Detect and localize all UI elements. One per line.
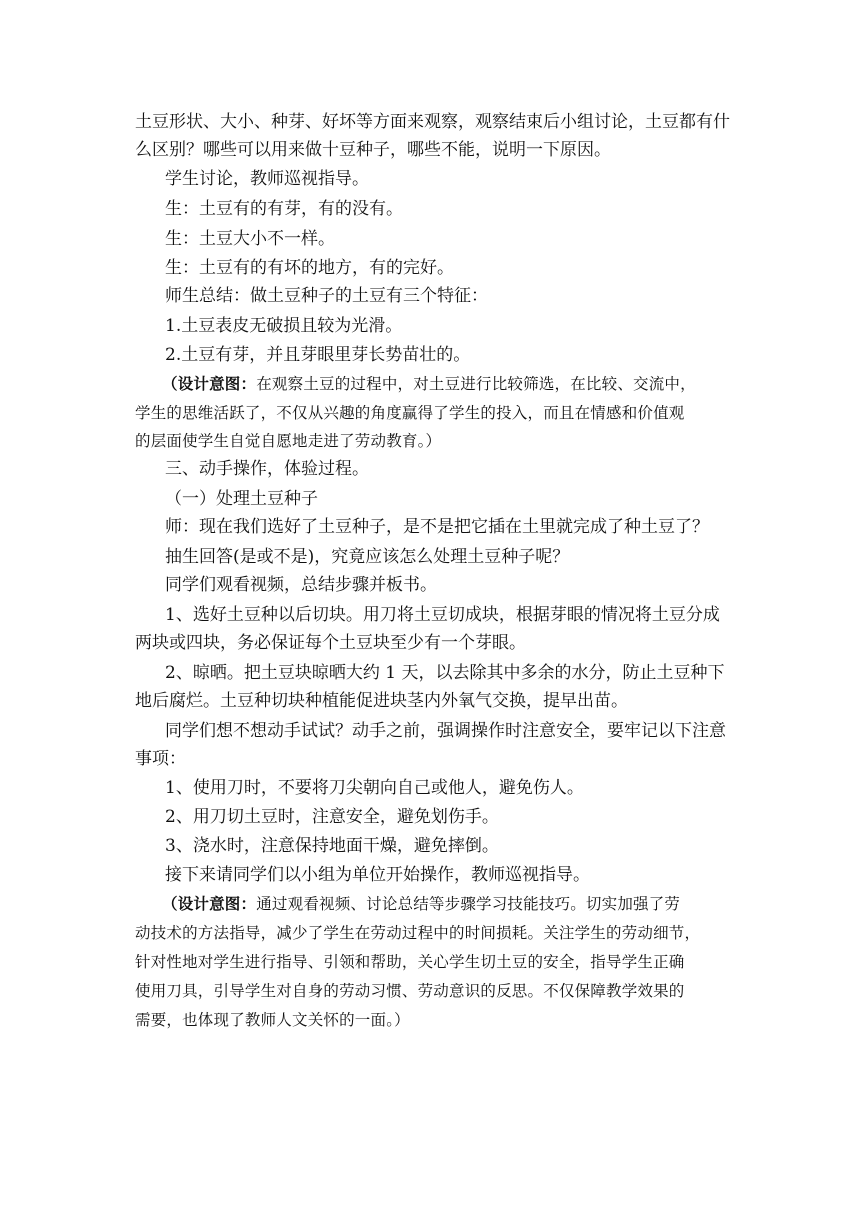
design-intent-label: 设计意图： [177,374,257,393]
design-intent-text: 在观察土豆的过程中，对土豆进行比较筛选，在比较、交流中， [256,375,696,393]
paragraph-line: 2.土豆有芽，并且芽眼里芽长势苗壮的。 [165,345,471,365]
paragraph-line: 两块或四块，务必保证每个土豆块至少有一个芽眼。 [135,633,526,653]
paragraph-line: 同学们观看视频，总结步骤并板书。 [165,575,437,595]
paragraph-line: 么区别？哪些可以用来做十豆种子，哪些不能，说明一下原因。 [135,140,611,160]
design-intent-open: （ [162,894,178,913]
paragraph-line: 师生总结：做土豆种子的土豆有三个特征： [165,286,488,306]
list-item: 3、浇水时，注意保持地面干燥，避免摔倒。 [165,836,499,856]
list-item: 2、用刀切土豆时，注意安全，避免划伤手。 [165,807,499,827]
paragraph-line: 地后腐烂。土豆种切块种植能促进块茎内外氧气交换，提早出苗。 [135,691,628,711]
paragraph-line: 生：土豆有的有芽，有的没有。 [165,199,403,219]
subsection-heading: （一）处理土豆种子 [165,489,318,509]
design-intent-open: （ [162,374,178,393]
paragraph-line: 学生讨论，教师巡视指导。 [165,169,369,189]
paragraph-line: 同学们想不想动手试试？动手之前，强调操作时注意安全，要牢记以下注意 [165,721,726,741]
design-intent-line: 针对性地对学生进行指导、引领和帮助，关心学生切土豆的安全，指导学生正确 [135,953,685,971]
design-intent-note [162,892,680,916]
design-intent-line: 动技术的方法指导，减少了学生在劳动过程中的时间损耗。关注学生的劳动细节， [135,924,701,942]
section-heading: 三、动手操作，体验过程。 [165,459,369,479]
design-intent-line: 需要，也体现了教师人文关怀的一面。） [135,1011,410,1029]
paragraph-line: 抽生回答(是或不是)，究竟应该怎么处理土豆种子呢？ [165,547,570,567]
paragraph-line: 师：现在我们选好了土豆种子，是不是把它插在土里就完成了种土豆了？ [165,517,709,537]
paragraph-line: 事项： [135,749,186,769]
paragraph-line: 1.土豆表皮无破损且较为光滑。 [165,316,403,336]
paragraph-line: 2、晾晒。把土豆块晾晒大约 1 天，以去除其中多余的水分，防止土豆种下 [165,663,725,683]
paragraph-line: 生：土豆有的有坏的地方，有的完好。 [165,258,454,278]
design-intent-line: 使用刀具，引导学生对自身的劳动习惯、劳动意识的反思。不仅保障教学效果的 [135,982,685,1000]
design-intent-label: 设计意图： [177,894,257,913]
paragraph-line: 生：土豆大小不一样。 [165,229,335,249]
design-intent-text: 通过观看视频、讨论总结等步骤学习技能技巧。切实加强了劳 [256,895,681,913]
design-intent-note [162,372,696,396]
list-item: 1、使用刀时，不要将刀尖朝向自己或他人，避免伤人。 [165,778,584,798]
paragraph-line: 1、选好土豆种以后切块。用刀将土豆切成块，根据芽眼的情况将土豆分成 [165,605,720,625]
paragraph-line: 土豆形状、大小、种芽、好坏等方面来观察，观察结束后小组讨论，土豆都有什 [135,112,730,132]
paragraph-line: 接下来请同学们以小组为单位开始操作，教师巡视指导。 [165,865,590,885]
design-intent-line: 学生的思维活跃了，不仅从兴趣的角度赢得了学生的投入，而且在情感和价值观 [135,404,685,422]
design-intent-line: 的层面使学生自觉自愿地走进了劳动教育。） [135,432,442,450]
